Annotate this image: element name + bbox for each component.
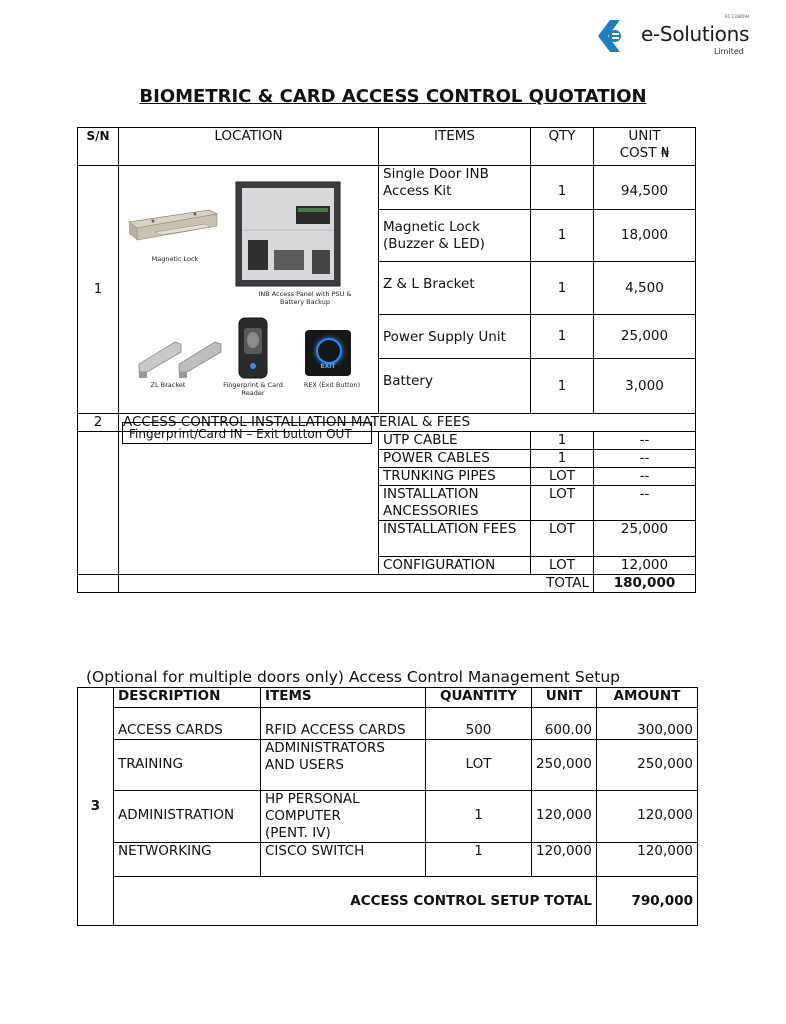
caption-fingerprint: Fingerprint & Card Reader — [223, 381, 283, 397]
caption-magnetic-lock: Magnetic Lock — [151, 255, 199, 263]
item-cell: Magnetic Lock (Buzzer & LED) — [379, 210, 531, 262]
item-cell — [261, 791, 426, 843]
caption-rex: REX (Exit Button) — [303, 381, 361, 389]
qty-cell: 1 — [531, 262, 594, 315]
quantity-cell: 1 — [426, 843, 532, 877]
item-cell: INSTALLATION ANCESSORIES — [379, 486, 531, 521]
magnetic-lock-image — [125, 208, 219, 248]
empty-sn-cell — [78, 432, 119, 575]
header-unit: UNIT — [532, 688, 597, 708]
quotation-table — [77, 127, 696, 593]
company-logo — [588, 14, 758, 60]
qty-cell: LOT — [531, 468, 594, 486]
unit-cell: 250,000 — [532, 740, 597, 791]
company-name: e-Solutions — [641, 22, 750, 46]
unit-cell: 120,000 — [532, 791, 597, 843]
unit-cell: 120,000 — [532, 843, 597, 877]
quantity-cell: 1 — [426, 791, 532, 843]
management-setup-table — [77, 687, 698, 926]
document-title: BIOMETRIC & CARD ACCESS CONTROL QUOTATION — [139, 86, 647, 107]
qty-cell: LOT — [531, 557, 594, 575]
item-cell: POWER CABLES — [379, 450, 531, 468]
amount-cell: 120,000 — [597, 791, 698, 843]
total-row — [78, 877, 698, 926]
table-row — [78, 740, 698, 791]
cost-cell: 18,000 — [594, 210, 696, 262]
rc-number: RC 1338594 — [725, 14, 750, 19]
header-sn: S/N — [78, 128, 119, 166]
qty-cell: LOT — [531, 521, 594, 557]
row-sn: 1 — [78, 166, 119, 414]
company-suffix: Limited — [714, 47, 744, 56]
qty-cell: LOT — [531, 486, 594, 521]
item-cell: INSTALLATION FEES — [379, 521, 531, 557]
description-cell: TRAINING — [114, 740, 261, 791]
header-location: LOCATION — [119, 128, 379, 166]
total-row — [78, 575, 696, 593]
qty-cell: 1 — [531, 210, 594, 262]
amount-cell: 250,000 — [597, 740, 698, 791]
qty-cell: 1 — [531, 450, 594, 468]
cost-cell: 25,000 — [594, 521, 696, 557]
item-cell: Single Door INB Access Kit — [379, 166, 531, 210]
header-amount: AMOUNT — [597, 688, 698, 708]
header-qty: QTY — [531, 128, 594, 166]
item-cell: TRUNKING PIPES — [379, 468, 531, 486]
description-cell: NETWORKING — [114, 843, 261, 877]
header-items: ITEMS — [261, 688, 426, 708]
item-cell: CONFIGURATION — [379, 557, 531, 575]
row-sn: 2 — [78, 414, 119, 432]
quantity-cell: 500 — [426, 708, 532, 740]
exit-label: EXIT — [320, 363, 336, 370]
item-text: HP PERSONAL COMPUTER (PENT. IV) — [265, 791, 360, 841]
header-unit-cost: UNIT COST ₦ — [594, 128, 696, 166]
fingerprint-reader-image — [235, 316, 271, 380]
amount-cell: 300,000 — [597, 708, 698, 740]
qty-cell: 1 — [531, 432, 594, 450]
header-description: DESCRIPTION — [114, 688, 261, 708]
description-cell: ACCESS CARDS — [114, 708, 261, 740]
cost-cell: -- — [594, 432, 696, 450]
item-cell — [261, 740, 426, 791]
row-sn: 3 — [78, 688, 114, 926]
table-header-row — [78, 688, 698, 708]
e-solutions-logo-mark — [590, 16, 630, 56]
qty-cell: 1 — [531, 315, 594, 359]
table-row — [78, 791, 698, 843]
table-row — [78, 166, 696, 210]
caption-zl-bracket: ZL Bracket — [150, 381, 186, 389]
item-cell: Z & L Bracket — [379, 262, 531, 315]
total-value: 180,000 — [594, 575, 696, 593]
location-note: Fingerprint/Card IN – Exit button OUT — [122, 422, 372, 444]
exit-button-image — [305, 330, 351, 376]
exit-ring — [316, 338, 342, 364]
amount-cell: 120,000 — [597, 843, 698, 877]
access-kit-image — [119, 166, 377, 397]
cost-cell: 4,500 — [594, 262, 696, 315]
item-cell: RFID ACCESS CARDS — [261, 708, 426, 740]
qty-cell: 1 — [531, 359, 594, 414]
item-cell: CISCO SWITCH — [261, 843, 426, 877]
caption-access-panel: INB Access Panel with PSU & Battery Backup — [258, 290, 352, 306]
cost-cell: 25,000 — [594, 315, 696, 359]
cost-cell: 12,000 — [594, 557, 696, 575]
empty-location-cell — [119, 432, 379, 575]
section-title: ACCESS CONTROL INSTALLATION MATERIAL & FEES — [119, 414, 696, 432]
item-text: ADMINISTRATORS AND USERS — [265, 740, 385, 773]
cost-cell: 94,500 — [594, 166, 696, 210]
setup-total-value: 790,000 — [597, 877, 698, 926]
description-cell: ADMINISTRATION — [114, 791, 261, 843]
table-row — [78, 708, 698, 740]
zl-bracket-image — [135, 334, 225, 380]
table-header-row — [78, 128, 696, 166]
qty-cell: 1 — [531, 166, 594, 210]
item-cell: Battery — [379, 359, 531, 414]
header-items: ITEMS — [379, 128, 531, 166]
table-row — [78, 843, 698, 877]
empty-cell — [78, 575, 119, 593]
total-label: TOTAL — [119, 575, 594, 593]
item-cell: Power Supply Unit — [379, 315, 531, 359]
access-panel-image — [234, 180, 346, 290]
item-cell: UTP CABLE — [379, 432, 531, 450]
quantity-cell: LOT — [426, 740, 532, 791]
cost-cell: -- — [594, 468, 696, 486]
header-quantity: QUANTITY — [426, 688, 532, 708]
setup-total-label: ACCESS CONTROL SETUP TOTAL — [114, 877, 597, 926]
cost-cell: -- — [594, 450, 696, 468]
cost-cell: -- — [594, 486, 696, 521]
cost-cell: 3,000 — [594, 359, 696, 414]
unit-cell: 600.00 — [532, 708, 597, 740]
optional-section-title: (Optional for multiple doors only) Access Control Management Setup — [86, 668, 621, 686]
